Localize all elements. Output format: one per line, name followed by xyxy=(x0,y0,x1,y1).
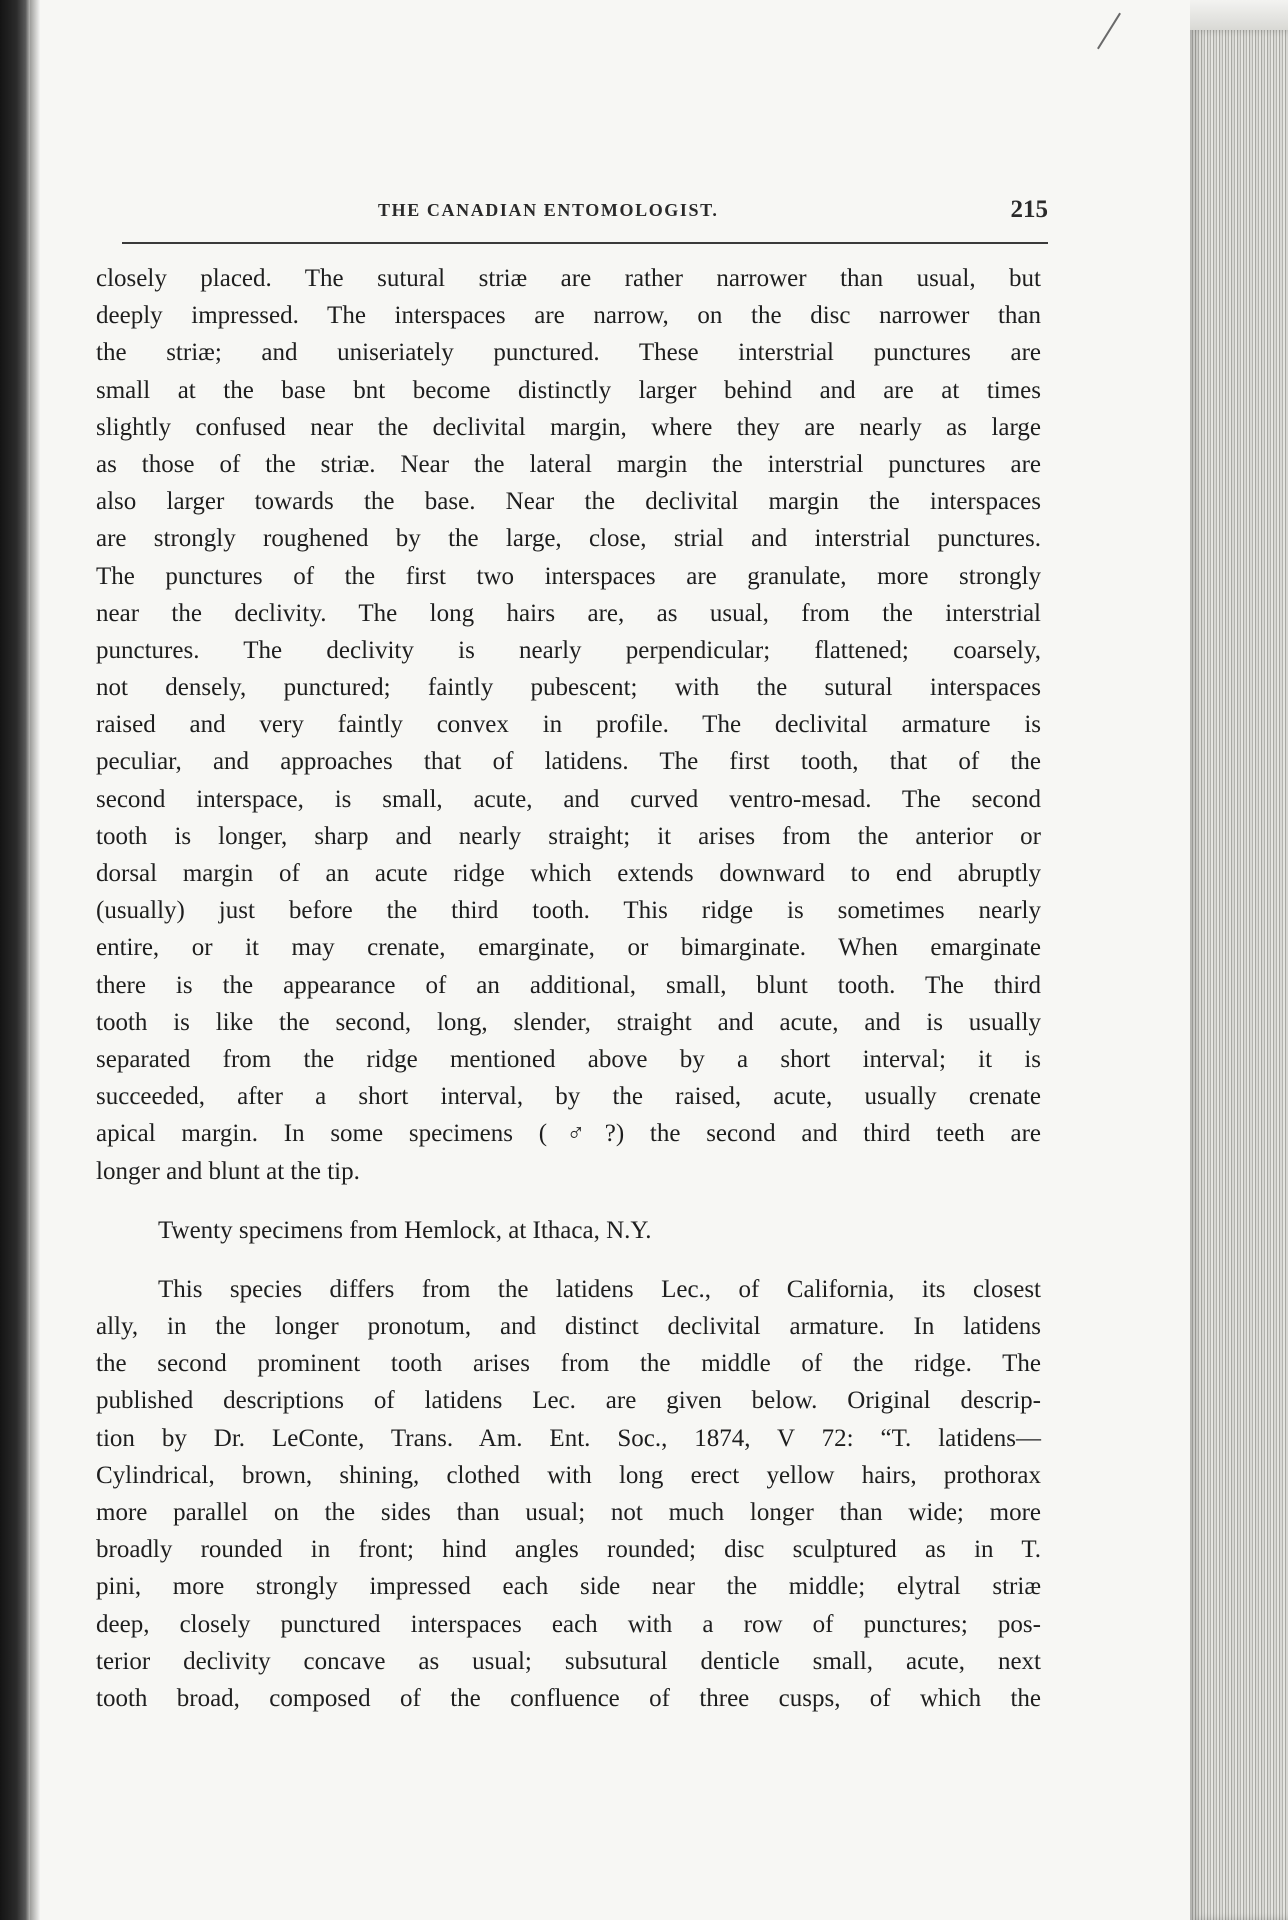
text-line: tion by Dr. LeConte, Trans. Am. Ent. Soc., 1874, V 72: “T. latidens— xyxy=(96,1424,1041,1452)
text-line: dorsal margin of an acute ridge which extends downward to end abruptly xyxy=(96,860,1041,887)
running-title: THE CANADIAN ENTOMOLOGIST. xyxy=(378,200,719,220)
text-line: longer and blunt at the tip. xyxy=(96,1157,360,1185)
text-line: second interspace, is small, acute, and curved ventro-mesad. The second xyxy=(96,785,1041,813)
text-line: entire, or it may crenate, emarginate, or bimarginate. When emarginate xyxy=(96,934,1041,962)
text-line: also larger towards the base. Near the declivital margin the interspaces xyxy=(96,488,1041,516)
paragraph-gap xyxy=(96,1249,1041,1271)
text-line: separated from the ridge mentioned above by a short interval; it is xyxy=(96,1045,1041,1073)
paragraph-gap xyxy=(96,1190,1041,1212)
body-text xyxy=(96,260,1041,1717)
paragraph-description xyxy=(96,260,1041,1190)
text-line: This species differs from the latidens Lec., of California, its closest xyxy=(158,1275,1041,1303)
text-line: succeeded, after a short interval, by the raised, acute, usually crenate xyxy=(96,1083,1041,1111)
text-line: punctures. The declivity is nearly perpendicular; flattened; coarsely, xyxy=(96,636,1041,664)
page-edges-top xyxy=(1190,0,1288,30)
text-line: apical margin. In some specimens (♂?) the second and third teeth are xyxy=(96,1120,1041,1148)
text-line: published descriptions of latidens Lec. are given below. Original descrip- xyxy=(96,1387,1041,1415)
text-line: peculiar, and approaches that of latidens. The first tooth, that of the xyxy=(96,748,1041,776)
header-rule xyxy=(122,242,1048,244)
text-line: ally, in the longer pronotum, and distinct declivital armature. In latidens xyxy=(96,1313,1041,1341)
text-line: small at the base bnt become distinctly larger behind and are at times xyxy=(96,376,1041,404)
text-line: (usually) just before the third tooth. This ridge is sometimes nearly xyxy=(96,897,1041,925)
text-line: The punctures of the first two interspaces are granulate, more strongly xyxy=(96,562,1041,590)
paragraph-locality xyxy=(96,1212,1041,1249)
text-line: tooth is like the second, long, slender, straight and acute, and is usually xyxy=(96,1008,1041,1036)
text-line: the striæ; and uniseriately punctured. These interstrial punctures are xyxy=(96,339,1041,367)
text-line: near the declivity. The long hairs are, as usual, from the interstrial xyxy=(96,599,1041,627)
text-line: broadly rounded in front; hind angles rounded; disc sculptured as in T. xyxy=(96,1536,1041,1564)
text-line: as those of the striæ. Near the lateral margin the interstrial punctures are xyxy=(96,450,1041,478)
text-line: the second prominent tooth arises from the middle of the ridge. The xyxy=(96,1350,1041,1378)
spine-edge xyxy=(30,0,40,1920)
text-line: are strongly roughened by the large, close, strial and interstrial punctures. xyxy=(96,525,1041,553)
text-line: deeply impressed. The interspaces are narrow, on the disc narrower than xyxy=(96,302,1041,330)
text-line: Cylindrical, brown, shining, clothed with long erect yellow hairs, prothorax xyxy=(96,1461,1041,1489)
page-edges xyxy=(1190,30,1288,1920)
text-line: tooth is longer, sharp and nearly straight; it arises from the anterior or xyxy=(96,822,1041,850)
book-spine xyxy=(0,0,30,1920)
text-line: there is the appearance of an additional, small, blunt tooth. The third xyxy=(96,971,1041,999)
text-line: Twenty specimens from Hemlock, at Ithaca, N.Y. xyxy=(158,1216,652,1244)
text-line: pini, more strongly impressed each side near the middle; elytral striæ xyxy=(96,1573,1041,1601)
text-line: raised and very faintly convex in profile. The declivital armature is xyxy=(96,711,1041,739)
text-line: tooth broad, composed of the confluence of three cusps, of which the xyxy=(96,1684,1041,1712)
text-line: deep, closely punctured interspaces each with a row of punctures; pos- xyxy=(96,1610,1041,1638)
text-line: terior declivity concave as usual; subsutural denticle small, acute, next xyxy=(96,1647,1041,1675)
page-number: 215 xyxy=(1010,196,1048,223)
text-line: not densely, punctured; faintly pubescent; with the sutural interspaces xyxy=(96,674,1041,702)
text-line: more parallel on the sides than usual; not much longer than wide; more xyxy=(96,1499,1041,1526)
text-line: closely placed. The sutural striæ are rather narrower than usual, but xyxy=(96,265,1041,292)
paragraph-comparison xyxy=(96,1271,1041,1717)
text-line: slightly confused near the declivital margin, where they are nearly as large xyxy=(96,413,1041,441)
running-head xyxy=(122,196,1048,234)
